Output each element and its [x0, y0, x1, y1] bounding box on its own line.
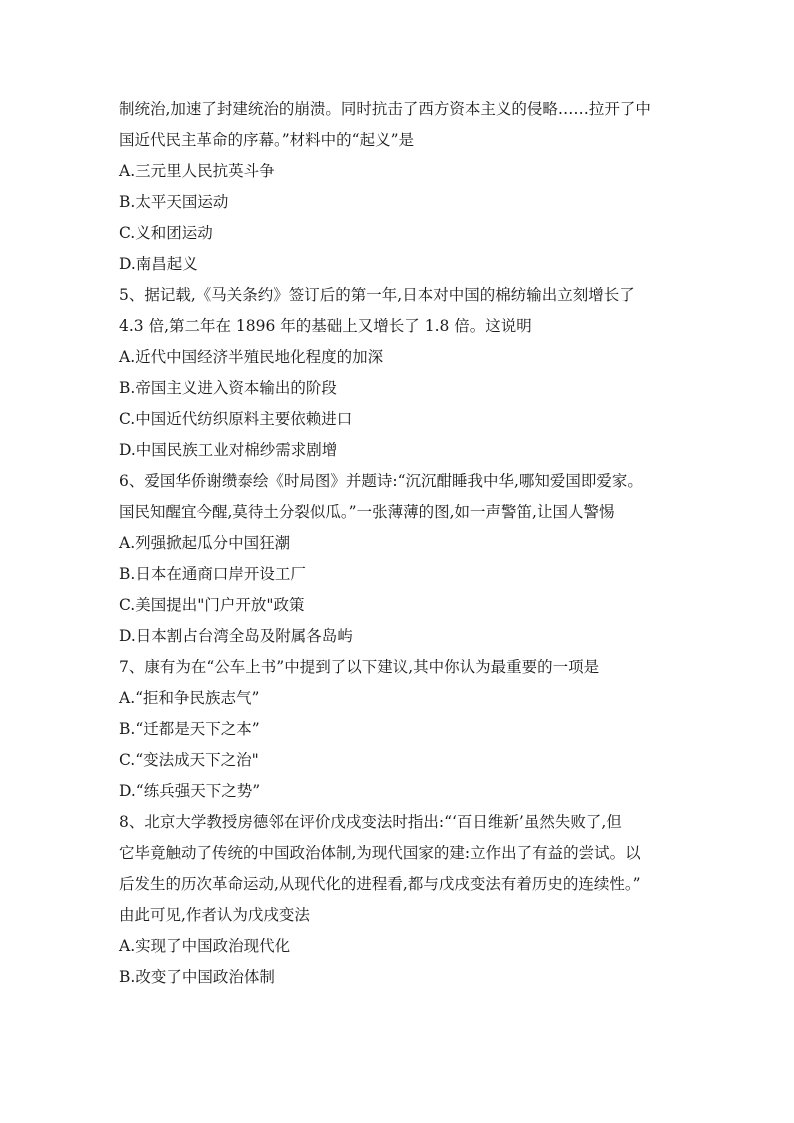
document-body	[119, 94, 685, 993]
option-a-q5: A.近代中国经济半殖民地化程度的加深	[119, 348, 384, 366]
text-line-2: 国近代民主革命的序幕。”材料中的“起义”是	[119, 131, 415, 149]
question-8-line-3: 后发生的历次革命运动,从现代化的进程看,都与戊戌变法有着历史的连续性。”	[119, 875, 641, 893]
question-6-line-2: 国民知醒宜今醒,莫待土分裂似瓜。”一张薄薄的图,如一声警笛,让国人警惕	[119, 503, 615, 521]
question-8-line-4: 由此可见,作者认为戊戌变法	[119, 906, 310, 924]
option-d-q7: D.“练兵强天下之势”	[119, 782, 261, 800]
question-6-line-1: 6、爱国华侨谢缵泰绘《时局图》并题诗:“沉沉酣睡我中华,哪知爱国即爱家。	[119, 472, 643, 490]
option-d-q4: D.南昌起义	[119, 255, 198, 273]
option-a-q4: A.三元里人民抗英斗争	[119, 162, 275, 180]
text-line-1: 制统治,加速了封建统治的崩溃。同时抗击了西方资本主义的侵略……拉开了中	[119, 100, 651, 118]
option-a-q7: A.“拒和争民族志气”	[119, 689, 260, 707]
option-c-q5: C.中国近代纺织原料主要依赖进口	[119, 410, 353, 428]
question-7-line-1: 7、康有为在“公车上书”中提到了以下建议,其中你认为最重要的一项是	[119, 658, 600, 676]
option-c-q4: C.义和团运动	[119, 224, 213, 242]
option-a-q8: A.实现了中国政治现代化	[119, 937, 291, 955]
option-b-q6: B.日本在通商口岸开设工厂	[119, 565, 306, 583]
option-b-q7: B.“迁都是天下之本”	[119, 720, 260, 738]
option-d-q5: D.中国民族工业对棉纱需求剧增	[119, 441, 338, 459]
option-a-q6: A.列强掀起瓜分中国狂潮	[119, 534, 291, 552]
option-c-q7: C.“变法成天下之治"	[119, 751, 259, 769]
question-5-line-1: 5、据记载,《马关条约》签订后的第一年,日本对中国的棉纺输出立刻增长了	[119, 286, 635, 304]
question-8-line-2: 它毕竟触动了传统的中国政治体制,为现代国家的建:立作出了有益的尝试。以	[119, 844, 641, 862]
option-d-q6: D.日本割占台湾全岛及附属各岛屿	[119, 627, 353, 645]
question-8-line-1: 8、北京大学教授房德邻在评价戊戌变法时指出:“‘百日维新’虽然失败了,但	[119, 813, 622, 831]
question-5-line-2: 4.3 倍,第二年在 1896 年的基础上又增长了 1.8 倍。这说明	[119, 317, 532, 335]
option-b-q4: B.太平天国运动	[119, 193, 229, 211]
option-b-q8: B.改变了中国政治体制	[119, 968, 275, 986]
option-c-q6: C.美国提出"门户开放"政策	[119, 596, 305, 614]
option-b-q5: B.帝国主义进入资本输出的阶段	[119, 379, 337, 397]
